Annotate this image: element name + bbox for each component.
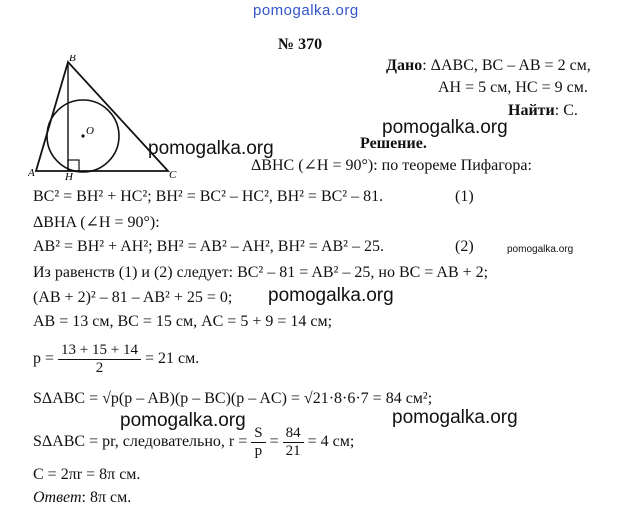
watermark-lower-right: pomogalka.org [392,407,518,428]
s-over-p-denominator: p [254,443,263,459]
label-c: C [169,169,177,180]
area-pr-result: = 4 см; [307,433,355,451]
given-text-1: : ΔABC, BC – AB = 2 см, [422,57,591,74]
s-over-p-numerator: S [251,425,265,443]
area-pr-line [33,425,354,460]
watermark-near-solution: pomogalka.org [382,117,508,138]
solution-line-2: BC² = BH² + HC²; BH² = BC² – HC², BH² = BC² – 81. [33,188,384,205]
answer-label: Ответ [33,489,82,506]
semiperimeter-numerator: 13 + 15 + 14 [58,342,141,360]
find-line [508,102,578,120]
find-value: : C. [554,102,578,119]
solution-line-5: Из равенств (1) и (2) следует: BC² – 81 = AB² – 25, но BC = AB + 2; [33,264,489,281]
semiperimeter-result: = 21 см. [144,350,200,368]
watermark-side-small: pomogalka.org [507,244,574,255]
triangle-abc [36,62,168,171]
semiperimeter-denominator: 2 [95,360,104,376]
incenter-point [81,134,84,137]
area-pr-prefix: SΔABC = pr, следовательно, r = [33,433,248,451]
circumference-line: C = 2πr = 8π см. [33,466,141,483]
area-heron-line: SΔABC = √p(p – AB)(p – BC)(p – AC) = √21·8·6·7 = 84 см²; [33,390,433,407]
solution-line-4: AB² = BH² + AH²; BH² = AB² – AH², BH² = AB² – 25. [33,238,384,255]
label-b: B [69,55,76,64]
label-o: O [86,125,94,137]
answer-line [33,489,131,507]
solution-line-1: ΔBHC (∠H = 90°): по теореме Пифагора: [251,157,532,174]
equation-tag-2: (2) [455,238,474,255]
solution-line-7: AB = 13 см, BC = 15 см, AC = 5 + 9 = 14 см; [33,313,333,330]
label-h: H [65,171,73,180]
watermark-middle: pomogalka.org [268,285,394,306]
solution-header: Решение. [360,135,427,152]
given-line-1 [386,57,591,75]
answer-value: : 8π см. [81,489,132,506]
given-label: Дано [386,57,423,74]
s-over-p-fraction [251,425,265,460]
numeric-fraction [283,425,304,460]
equation-tag-1: (1) [455,188,474,205]
find-label: Найти [508,102,555,119]
watermark-lower-left: pomogalka.org [120,410,246,431]
label-a: A [28,167,35,179]
problem-number: № 370 [278,36,323,53]
watermark-top: pomogalka.org [253,2,359,19]
semiperimeter-prefix: p = [33,350,55,368]
semiperimeter-fraction [58,342,141,377]
numeric-denominator: 21 [285,443,301,459]
solution-line-6: (AB + 2)² – 81 – AB² + 25 = 0; [33,289,233,306]
semiperimeter-line [33,342,199,377]
area-pr-equals: = [269,433,279,451]
triangle-figure [28,55,178,180]
given-line-2: AH = 5 см, HC = 9 см. [438,79,588,96]
solution-line-3: ΔBHA (∠H = 90°): [33,214,160,231]
numeric-numerator: 84 [283,425,304,443]
watermark-near-triangle: pomogalka.org [148,138,274,159]
